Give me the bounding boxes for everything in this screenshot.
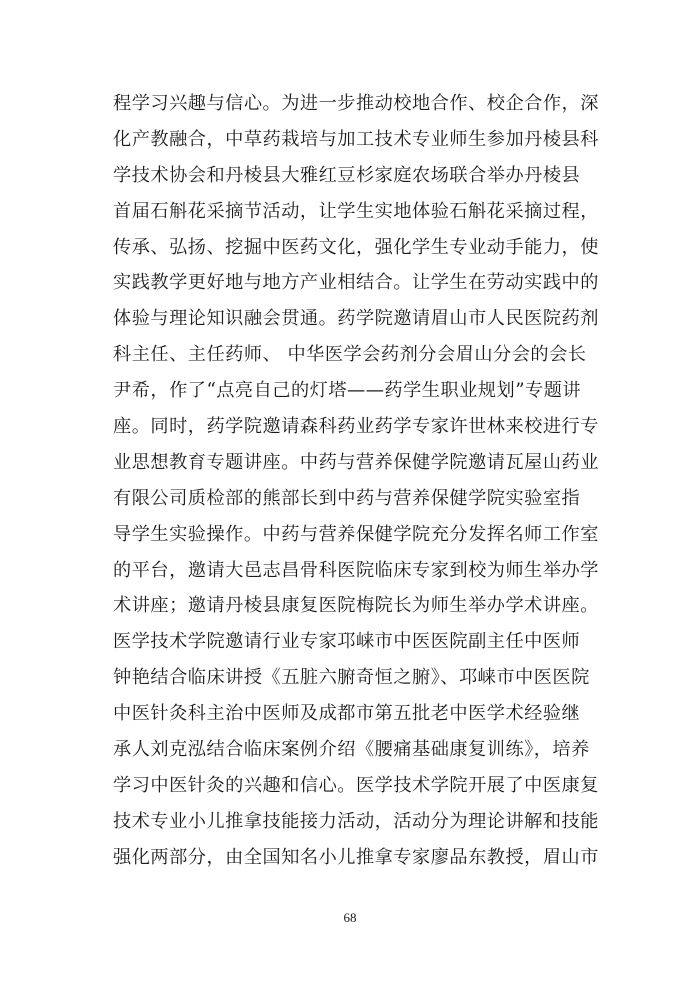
- text-line: 强化两部分，由全国知名小儿推拿专家廖品东教授，眉山市: [113, 846, 599, 868]
- text-line: 尹希，作了“点亮自己的灯塔——药学生职业规划”专题讲: [113, 380, 582, 402]
- text-line: 首届石斛花采摘节活动，让学生实地体验石斛花采摘过程，: [113, 200, 599, 222]
- text-line: 承人刘克泓结合临床案例介绍《腰痛基础康复训练》，培养: [113, 739, 590, 761]
- text-line: 化产教融合，中草药栽培与加工技术专业师生参加丹棱县科: [113, 128, 599, 150]
- text-line: 实践教学更好地与地方产业相结合。让学生在劳动实践中的: [113, 272, 599, 294]
- text-line: 科主任、主任药师、 中华医学会药剂分会眉山分会的会长: [113, 344, 587, 366]
- body-text: [113, 86, 599, 876]
- page-number: 68: [343, 910, 357, 925]
- text-line: 程学习兴趣与信心。为进一步推动校地合作、校企合作，深: [113, 93, 599, 114]
- text-line: 中医针灸科主治中医师及成都市第五批老中医学术经验继: [113, 703, 581, 725]
- text-line: 钟艳结合临床讲授《五脏六腑奇恒之腑》、邛崃市中医医院: [113, 667, 590, 689]
- text-line: 业思想教育专题讲座。中药与营养保健学院邀请瓦屋山药业: [113, 451, 599, 473]
- text-line: 座。同时，药学院邀请森科药业药学专家许世林来校进行专: [113, 416, 599, 438]
- text-line: 医学技术学院邀请行业专家邛崃市中医医院副主任中医师: [113, 631, 581, 653]
- text-line: 的平台，邀请大邑志昌骨科医院临床专家到校为师生举办学: [113, 559, 599, 581]
- text-line: 术讲座；邀请丹棱县康复医院梅院长为师生举办学术讲座。: [113, 595, 599, 617]
- text-line: 导学生实验操作。中药与营养保健学院充分发挥名师工作室: [113, 523, 599, 545]
- text-line: 有限公司质检部的熊部长到中药与营养保健学院实验室指: [113, 487, 581, 509]
- text-line: 学习中医针灸的兴趣和信心。医学技术学院开展了中医康复: [113, 774, 599, 796]
- text-line: 体验与理论知识融会贯通。药学院邀请眉山市人民医院药剂: [113, 308, 599, 330]
- text-line: 技术专业小儿推拿技能接力活动，活动分为理论讲解和技能: [113, 810, 599, 832]
- text-line: 学技术协会和丹棱县大雅红豆杉家庭农场联合举办丹棱县: [113, 164, 581, 186]
- text-line: 传承、弘扬、挖掘中医药文化，强化学生专业动手能力，使: [113, 236, 599, 258]
